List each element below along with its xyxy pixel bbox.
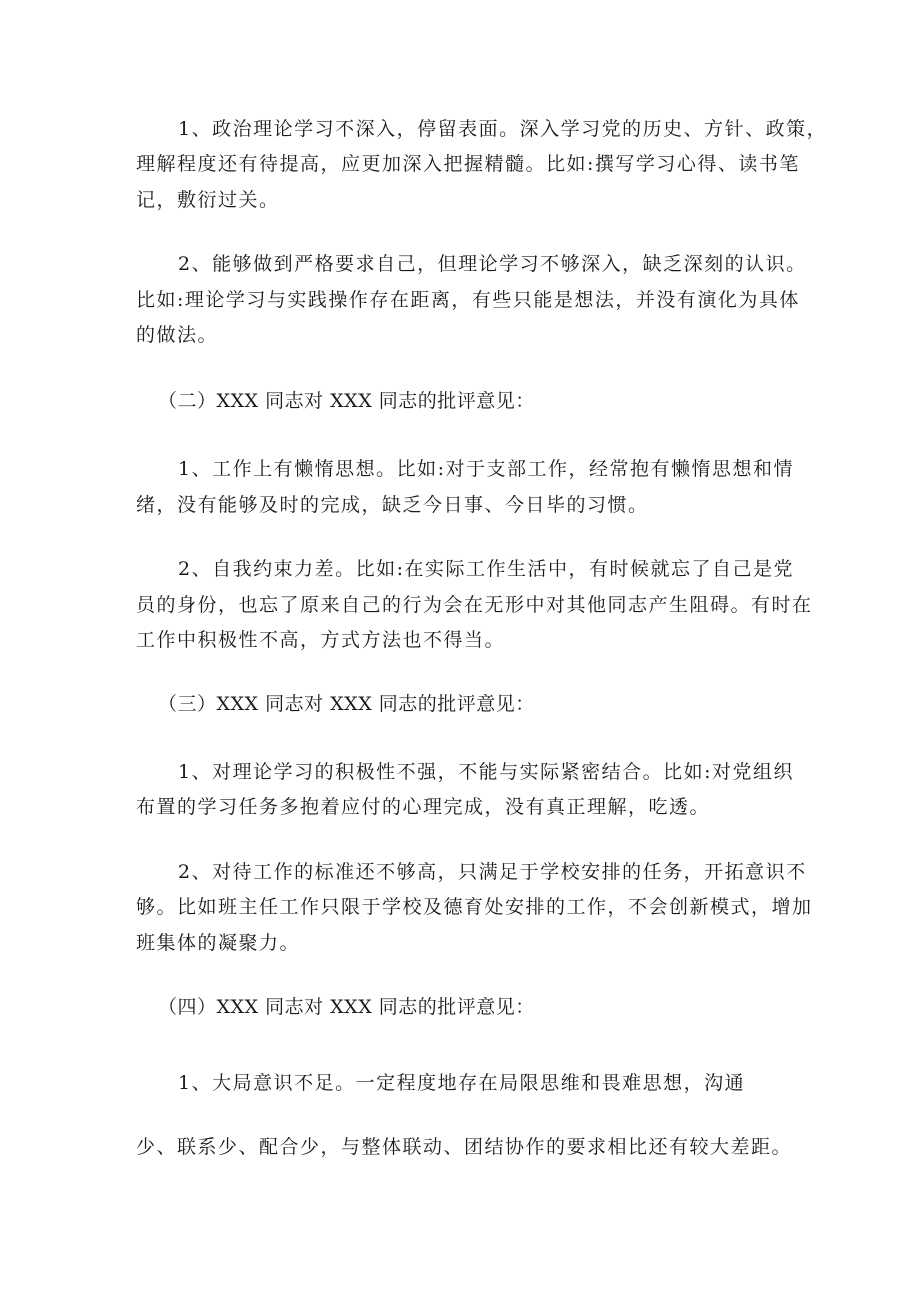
paragraph-line: 理解程度还有待提高，应更加深入把握精髓。比如:撰写学习心得、读书笔 [136,153,800,175]
paragraph-line: 绪，没有能够及时的完成，缺乏今日事、今日毕的习惯。 [136,494,649,516]
paragraph-line: 1、工作上有懒惰思想。比如:对于支部工作，经常抱有懒惰思想和情 [178,458,794,480]
paragraph-line: 2、能够做到严格要求自己，但理论学习不够深入，缺乏深刻的认识。 [178,253,807,275]
paragraph-line: 的做法。 [136,324,219,346]
paragraph-line: 2、对待工作的标准还不够高，只满足于学校安排的任务，开拓意识不 [178,861,807,883]
paragraph-8: 少、联系少、配合少，与整体联动、团结协作的要求相比还有较大差距。 [136,1136,793,1158]
paragraph-line: 布置的学习任务多抱着应付的心理完成，没有真正理解，吃透。 [136,796,711,818]
section-heading-2: （二）XXX 同志对 XXX 同志的批评意见： [158,390,535,412]
paragraph-line: 够。比如班主任工作只限于学校及德育处安排的工作，不会创新模式，增加 [136,896,813,918]
paragraph-line: 2、自我约束力差。比如:在实际工作生活中，有时候就忘了自己是党 [178,558,794,580]
section-heading-3: （三）XXX 同志对 XXX 同志的批评意见： [158,693,535,715]
paragraph-line: 班集体的凝聚力。 [136,932,301,954]
paragraph-line: 工作中积极性不高，方式方法也不得当。 [136,629,506,651]
paragraph-line: 比如:理论学习与实践操作存在距离，有些只能是想法，并没有演化为具体 [136,289,800,311]
paragraph-line: 1、对理论学习的积极性不强，不能与实际紧密结合。比如:对党组织 [178,761,794,783]
paragraph-7: 1、大局意识不足。一定程度地存在局限思维和畏难思想，沟通 [178,1072,746,1094]
paragraph-line: 员的身份，也忘了原来自己的行为会在无形中对其他同志产生阻碍。有时在 [136,594,813,616]
paragraph-line: 记，敷衍过关。 [136,189,280,211]
section-heading-4: （四）XXX 同志对 XXX 同志的批评意见： [158,996,535,1018]
paragraph-line: 1、政治理论学习不深入，停留表面。深入学习党的历史、方针、政策， [178,118,828,140]
